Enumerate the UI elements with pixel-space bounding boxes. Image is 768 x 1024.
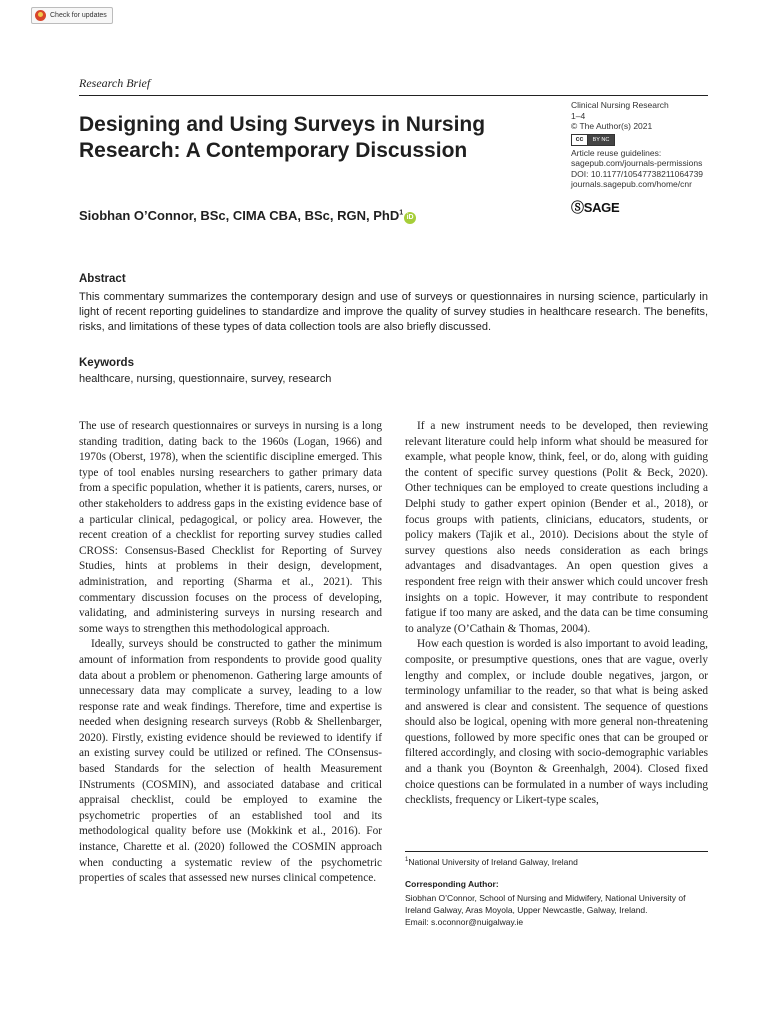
affiliation-footnote: [405, 857, 578, 867]
corresponding-text: Siobhan O’Connor, School of Nursing and Midwifery, National University of Ireland Galway, Aras Moyola, Upper Newcastle, Galway, Ireland.: [405, 893, 686, 915]
section-label: Research Brief: [79, 76, 151, 90]
header-rule: [79, 95, 708, 96]
copyright: © The Author(s) 2021: [571, 121, 653, 131]
check-for-updates-label: Check for updates: [50, 12, 107, 19]
journal-link[interactable]: journals.sagepub.com/home/cnr: [571, 179, 692, 189]
affiliation-mark: 1: [405, 857, 409, 864]
cc-terms: BY NC: [588, 135, 614, 145]
sage-logo: ⓈSAGE: [571, 200, 620, 215]
abstract-heading: Abstract: [79, 273, 126, 285]
cc-license-badge: [571, 134, 615, 146]
orcid-icon[interactable]: iD: [404, 212, 416, 224]
publisher-name: SAGE: [583, 200, 620, 215]
affiliation-text: National University of Ireland Galway, Ireland: [408, 857, 578, 867]
author-line: [79, 208, 416, 224]
author-affil-mark: 1: [399, 209, 404, 217]
paragraph: The use of research questionnaires or surveys in nursing is a long standing tradition, dating back to the 1960s (Logan, 1966) and 1970s (Oberst, 1978), when the scientific discipline emerged. This type of tool enables nursing researchers to gather primary data from a specific population, whether it is patients, carers, nurses, or other stakeholders to address gaps in the existing evidence base of a particular clinical, pedagogical, or policy area. However, the recent creation of a checklist for reporting survey studies called CROSS: Consensus-Based Checklist for Reporting of Survey Studies, hints at problems in their design, development, administration, and reporting (Sharma et al., 2021). This commentary discussion focuses on the process of developing, validating, and administering surveys in nursing research and some ways to strengthen this methodological approach.: [79, 420, 382, 635]
paragraph: How each question is worded is also important to avoid leading, composite, or presumptive questions, ones that are vague, overly lengthy and complex, or include double negatives, jargon, or terminology unfamiliar to the reader, so that what is being asked and answered is clear and consistent. The sequence of questions should also be logical, opening with more general non-threatening questions, followed by more specific ones that can be grouped or filtered accordingly, and closing with socio-demographic variables and a thank you (Boynton & Greenhalgh, 2004). Closed fixed choice questions can be formulated in a number of ways including checklists, frequency or Likert-type scales,: [405, 638, 708, 807]
keywords-heading: Keywords: [79, 357, 134, 369]
doi-link[interactable]: DOI: 10.1177/10547738211064739: [571, 168, 704, 179]
body-column-right: [405, 419, 708, 809]
body-column-left: [79, 419, 382, 887]
paragraph: If a new instrument needs to be developed, then reviewing relevant literature could help inform what should be measured for example, what people know, think, feel, or do, along with guiding the content of specific survey questions (Polit & Beck, 2020). Other techniques can be employed to create questions including a Delphi study to gather expert opinion (Bender et al., 2018), or focus groups with patients, clinicians, educators, students, or policy makers (Tajik et al., 2010). Decisions about the style of survey questions also needs consideration as each brings advantages and disadvantages. An open question gives a respondent free reign with their answer which could uncover fresh insights on a topic. However, it may contribute to respondent fatigue if too many are asked, and the data can be time consuming to analyze (O’Cathain & Thomas, 2004).: [405, 420, 708, 635]
check-for-updates-button[interactable]: [31, 7, 113, 24]
corresponding-block: [405, 892, 708, 928]
journal-meta: [571, 100, 721, 190]
cc-icon: cc: [572, 135, 588, 145]
article-title: Designing and Using Surveys in Nursing Research: A Contemporary Discussion: [79, 113, 486, 162]
footnote-rule: [405, 851, 708, 852]
reuse-label: Article reuse guidelines:: [571, 147, 662, 158]
keywords-text: healthcare, nursing, questionnaire, survey, research: [79, 373, 332, 385]
reuse-link[interactable]: sagepub.com/journals-permissions: [571, 158, 703, 168]
journal-name: Clinical Nursing Research: [571, 100, 669, 110]
abstract-text: This commentary summarizes the contemporary design and use of surveys or questionnaires in nursing science, particularly in light of recent reporting guidelines to standardize and improve the quality of survey studies in healthcare research. The benefits, risks, and limitations of these types of data collection tools are also briefly discussed.: [79, 291, 708, 333]
crossmark-icon: [35, 10, 46, 21]
paragraph: Ideally, surveys should be constructed to gather the minimum amount of information from respondents to provide good quality data about a problem or phenomenon. Gathering large amounts of unnecessary data may complicate a survey, leading to a low response rate and weak findings. Therefore, time and expertise is needed when designing research surveys (Robb & Shellenbarger, 2020). Firstly, existing evidence should be reviewed to identify if an existing survey could be utilized or refined. The COnsensus-based Standards for the selection of health Measurement INstruments (COSMIN), and associated database and critical appraisal checklist, could be employed to examine the psychometric properties of an established tool and its methodological quality before use (Mokkink et al., 2016). For instance, Charette et al. (2020) followed the COSMIN approach when conducting a systematic review of the psychometric properties of scales that assessed new nurses clinical competence.: [79, 638, 382, 885]
corresponding-heading: Corresponding Author:: [405, 879, 499, 889]
journal-pages: 1–4: [571, 110, 586, 121]
author-name: Siobhan O’Connor, BSc, CIMA CBA, BSc, RGN, PhD: [79, 208, 400, 223]
email-link[interactable]: Email: s.oconnor@nuigalway.ie: [405, 917, 524, 927]
